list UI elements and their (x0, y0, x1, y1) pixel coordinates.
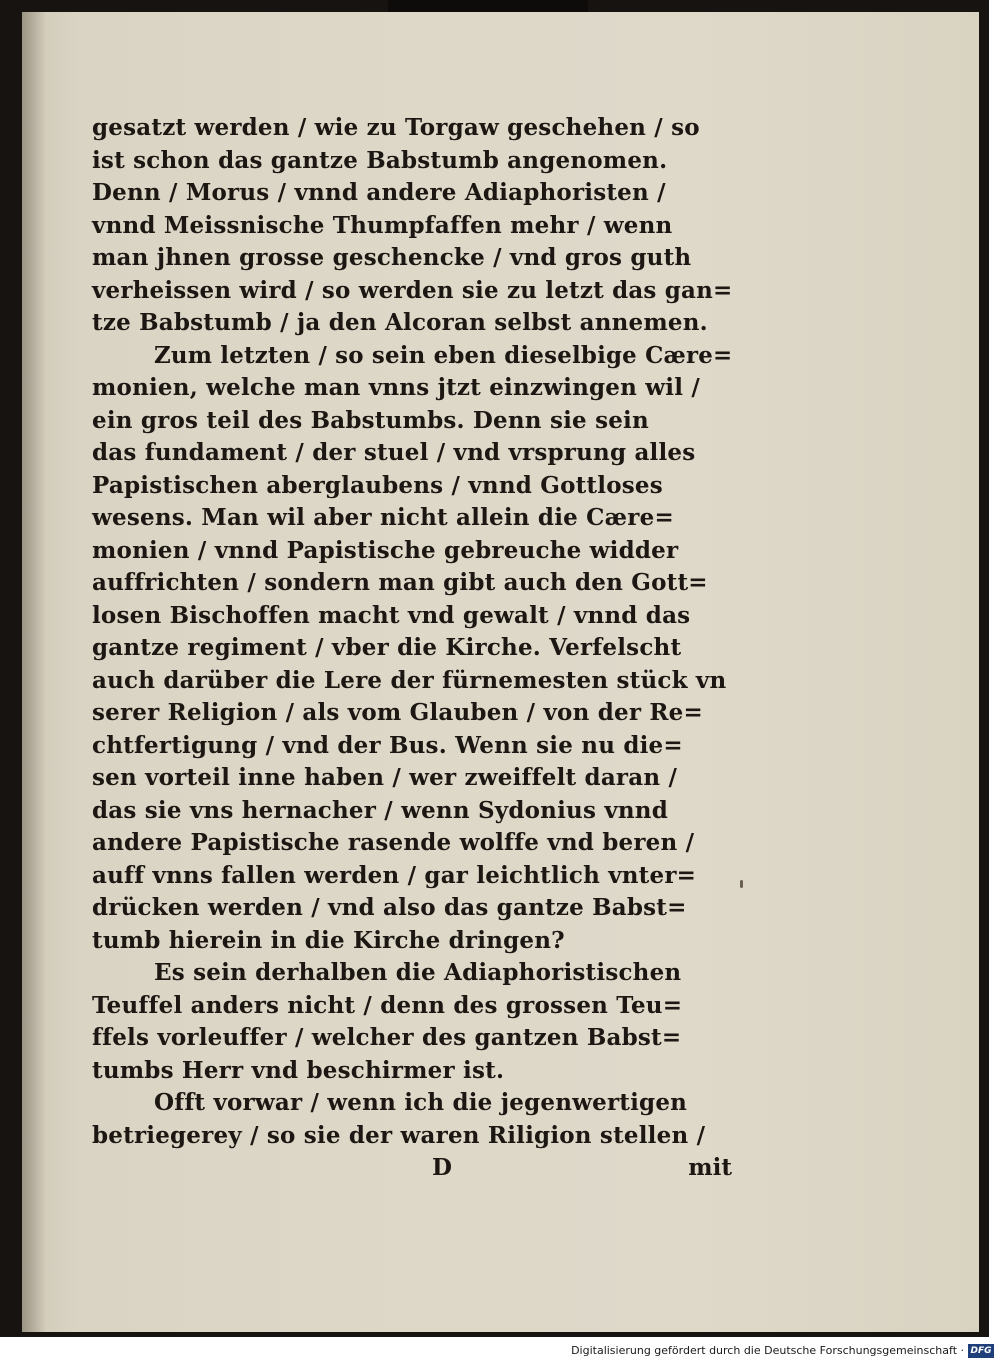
text-line: monien / vnnd Papistische gebreuche widder (92, 536, 679, 564)
text-line: Es sein derhalben die Adiaphoristischen (154, 959, 682, 986)
text-line: Papistischen aberglaubens / vnnd Gottloses (92, 471, 663, 499)
footer-bar (0, 1342, 1000, 1360)
text-line: drücken werden / vnd also das gantze Babst= (92, 894, 687, 921)
text-line: ist schon das gantze Babstumb angenomen. (92, 146, 668, 174)
text-line: das sie vns hernacher / wenn Sydonius vnnd (92, 796, 669, 824)
spine-shadow (22, 12, 46, 1332)
page-footer-row (92, 1152, 732, 1184)
text-line: tze Babstumb / ja den Alcoran selbst annemen. (92, 309, 708, 336)
text-line: ffels vorleuffer / welcher des gantzen Babst= (92, 1024, 682, 1051)
text-line: Offt vorwar / wenn ich die jegenwertigen (154, 1089, 688, 1116)
text-line: auch darüber die Lere der fürnemesten stück vn (92, 666, 727, 694)
catchword: mit (688, 1154, 732, 1181)
text-line: gesatzt werden / wie zu Torgaw geschehen / so (92, 114, 700, 141)
text-line: ein gros teil des Babstumbs. Denn sie sein (92, 406, 649, 434)
text-line: verheissen wird / so werden sie zu letzt das gan= (92, 276, 733, 304)
text-line: Denn / Morus / vnnd andere Adiaphoristen / (92, 179, 666, 206)
text-line: gantze regiment / vber die Kirche. Verfelscht (92, 634, 682, 661)
text-line: sen vorteil inne haben / wer zweiffelt daran / (92, 764, 678, 791)
text-line: serer Religion / als vom Glauben / von der Re= (92, 699, 703, 726)
text-line: auffrichten / sondern man gibt auch den Gott= (92, 569, 708, 596)
signature-mark: D (432, 1154, 452, 1181)
text-line: wesens. Man wil aber nicht allein die Cære= (92, 504, 674, 531)
text-line: man jhnen grosse geschencke / vnd gros guth (92, 244, 692, 271)
text-line: losen Bischoffen macht vnd gewalt / vnnd das (92, 601, 691, 629)
text-line: das fundament / der stuel / vnd vrsprung alles (92, 439, 696, 466)
text-line: andere Papistische rasende wolffe vnd beren / (92, 829, 695, 856)
text-line: Teuffel anders nicht / denn des grossen Teu= (92, 991, 683, 1019)
dfg-logo-icon[interactable]: DFG (968, 1344, 994, 1358)
funding-credit: Digitalisierung gefördert durch die Deutsche Forschungsgemeinschaft · (571, 1344, 964, 1357)
text-line: monien, welche man vnns jtzt einzwingen wil / (92, 374, 700, 401)
text-line: tumbs Herr vnd beschirmer ist. (92, 1056, 505, 1084)
text-line: betriegerey / so sie der waren Riligion stellen / (92, 1121, 706, 1149)
paper-speck (740, 880, 743, 888)
text-line: auff vnns fallen werden / gar leichtlich vnter= (92, 861, 697, 889)
text-line: Zum letzten / so sein eben dieselbige Cære= (154, 341, 733, 369)
text-line: tumb hierein in die Kirche dringen? (92, 926, 565, 954)
text-line: chtfertigung / vnd der Bus. Wenn sie nu die= (92, 731, 683, 759)
text-line: vnnd Meissnische Thumpfaffen mehr / wenn (92, 211, 673, 239)
